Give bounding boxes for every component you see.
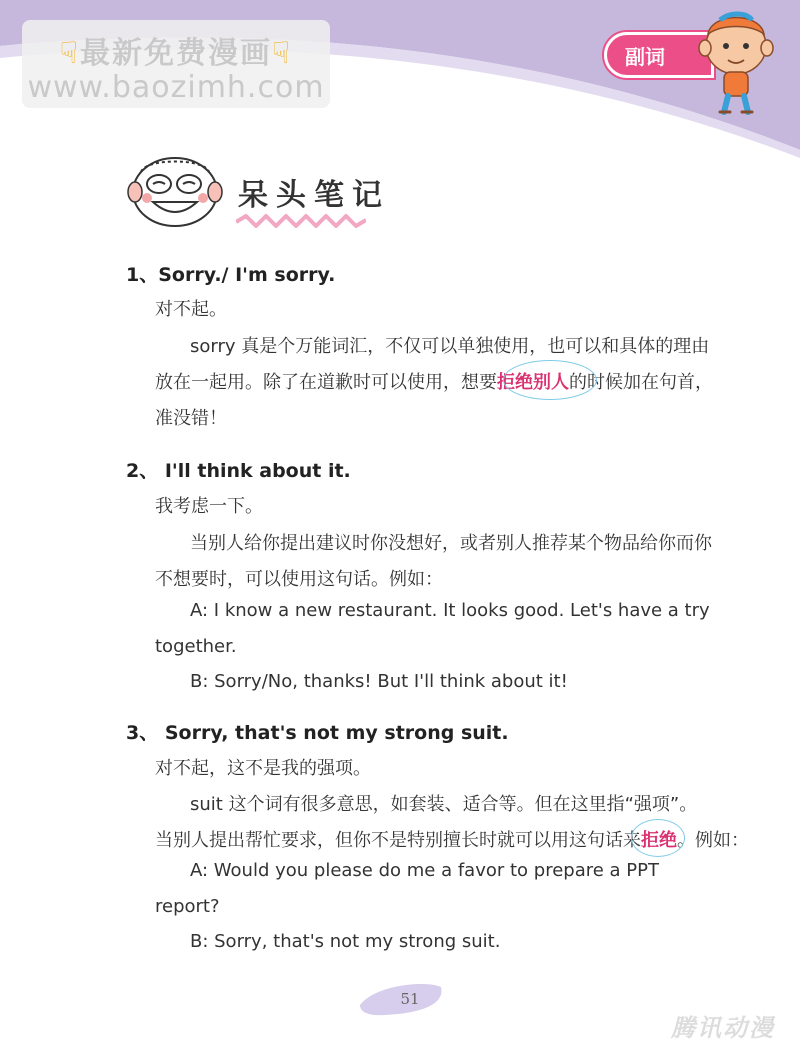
entry-3-dialog-a-line-2: report?: [155, 896, 220, 917]
title-zigzag-underline: [236, 212, 366, 232]
entry-1-translation: 对不起。: [155, 299, 227, 320]
page-number: 51: [400, 990, 420, 1008]
entry-1-heading: 1、Sorry./ I'm sorry.: [126, 264, 336, 286]
chapter-tab-label: 副词: [625, 44, 665, 69]
entry-3-body-line-1: suit 这个词有很多意思，如套装、适合等。但在这里指“强项”。: [190, 794, 698, 815]
entry-3-translation: 对不起，这不是我的强项。: [155, 758, 371, 779]
entry-1-body-line-3: 准没错！: [155, 408, 227, 429]
entry-2-body-line-1: 当别人给你提出建议时你没想好，或者别人推荐某个物品给你而你: [190, 533, 712, 554]
highlight-refuse: 拒绝: [641, 830, 677, 851]
entry-1-body-line-2: 放在一起用。除了在道歉时可以使用，想要拒绝别人的时候加在句首，: [155, 372, 713, 393]
cartoon-boy-illustration: [690, 8, 780, 118]
pointing-down-hand-icon: ☟: [59, 36, 80, 71]
entry-2-body-line-2: 不想要时，可以使用这句话。例如：: [155, 569, 443, 590]
watermark-url: www.baozimh.com: [27, 70, 325, 105]
section-title: 呆头笔记: [238, 178, 390, 213]
entry-1-body-line-1: sorry 真是个万能词汇，不仅可以单独使用，也可以和具体的理由: [190, 336, 710, 357]
entry-3-heading: 3、 Sorry, that's not my strong suit.: [126, 722, 509, 744]
entry-2-dialog-a-line-1: A: I know a new restaurant. It looks good. Let's have a try: [190, 600, 710, 621]
highlight-refuse-others: 拒绝别人: [497, 372, 569, 393]
entry-3-body-line-2: 当别人提出帮忙要求，但你不是特别擅长时就可以用这句话来拒绝。例如：: [155, 830, 749, 851]
site-watermark: [22, 20, 330, 108]
entry-2-heading: 2、 I'll think about it.: [126, 460, 351, 482]
laughing-head-icon: [125, 150, 225, 230]
watermark-title: ☟最新免费漫画☟: [59, 36, 293, 71]
entry-2-translation: 我考虑一下。: [155, 496, 263, 517]
entry-3-dialog-a-line-1: A: Would you please do me a favor to prepare a PPT: [190, 860, 660, 881]
entry-3-dialog-b: B: Sorry, that's not my strong suit.: [190, 931, 501, 952]
entry-2-dialog-b: B: Sorry/No, thanks! But I'll think about it!: [190, 671, 568, 692]
corner-watermark: 腾讯动漫: [671, 1014, 775, 1042]
entry-2-dialog-a-line-2: together.: [155, 636, 237, 657]
pointing-down-hand-icon: ☟: [272, 36, 293, 71]
